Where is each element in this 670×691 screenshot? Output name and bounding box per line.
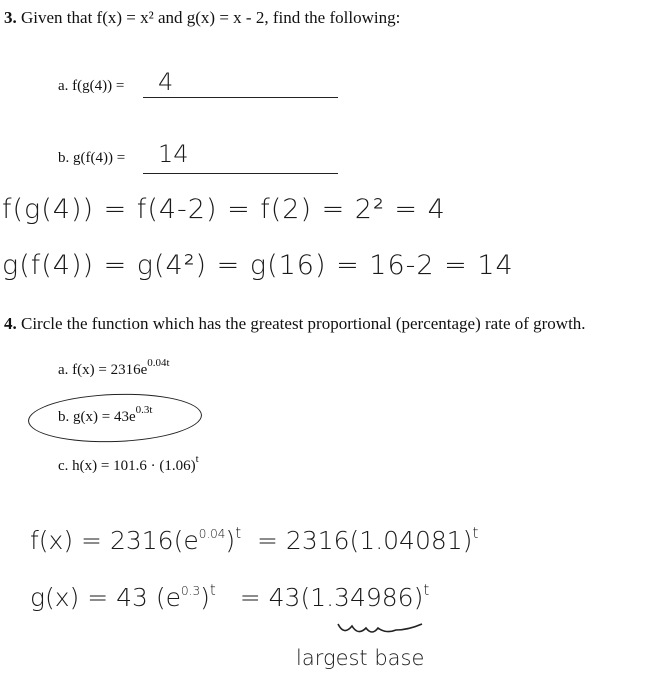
q4-work-f-exp3: t bbox=[472, 523, 479, 542]
q3-work-line-2: g(f(4)) = g(4²) = g(16) = 16-2 = 14 bbox=[2, 250, 514, 281]
q4-option-c-exponent: t bbox=[195, 453, 199, 465]
q4-work-g-exp3: t bbox=[423, 580, 430, 599]
q4-option-b-exponent: 0.3t bbox=[135, 404, 153, 416]
q4-work-g-start: g(x) = 43 (e bbox=[30, 583, 182, 612]
q3a-answer-line bbox=[143, 97, 338, 98]
q4-prompt: Circle the function which has the greatest proportional (percentage) rate of growth. bbox=[21, 314, 586, 333]
q3-prompt-row bbox=[4, 8, 400, 28]
q4-work-g bbox=[30, 580, 430, 612]
q4-option-c-text: c. h(x) = 101.6 · (1.06) bbox=[58, 458, 196, 474]
q4-work-f-exp1: 0.04 bbox=[198, 526, 226, 541]
q4-work-g-exp2: t bbox=[209, 580, 216, 599]
q4-prompt-row bbox=[4, 314, 586, 334]
largest-base-note: largest base bbox=[296, 646, 425, 670]
q3-number: 3. bbox=[4, 8, 17, 27]
q4-work-g-exp1: 0.3 bbox=[181, 583, 201, 598]
q4-option-a-exponent: 0.04t bbox=[147, 357, 170, 369]
q4-work-f-eq: = 2316(1.04081) bbox=[257, 526, 473, 555]
q4-option-b-text: b. g(x) = 43e bbox=[58, 409, 136, 425]
q4-option-c bbox=[58, 453, 199, 475]
q3a-answer: 4 bbox=[158, 68, 174, 96]
q4-option-b bbox=[58, 404, 153, 426]
q4-work-f-exp2: t bbox=[235, 523, 242, 542]
q4-number: 4. bbox=[4, 314, 17, 333]
q3-prompt: Given that f(x) = x² and g(x) = x - 2, find the following: bbox=[21, 8, 401, 27]
q4-work-g-mid: ) bbox=[200, 583, 210, 612]
q3a-label: a. f(g(4)) = bbox=[58, 78, 125, 94]
squiggle-underline bbox=[336, 618, 426, 640]
q4-work-f bbox=[30, 523, 479, 555]
q4-work-f-start: f(x) = 2316(e bbox=[30, 526, 199, 555]
q4-work-g-eq: = 43(1.34986) bbox=[239, 583, 424, 612]
q3b-answer-line bbox=[143, 173, 338, 174]
q3b-answer: 14 bbox=[158, 140, 189, 168]
q4-work-f-mid: ) bbox=[225, 526, 236, 555]
q4-option-a-text: a. f(x) = 2316e bbox=[58, 362, 148, 378]
q4-option-a bbox=[58, 357, 170, 379]
q3-work-line-1: f(g(4)) = f(4-2) = f(2) = 2² = 4 bbox=[2, 194, 446, 225]
q3b-label: b. g(f(4)) = bbox=[58, 150, 126, 166]
